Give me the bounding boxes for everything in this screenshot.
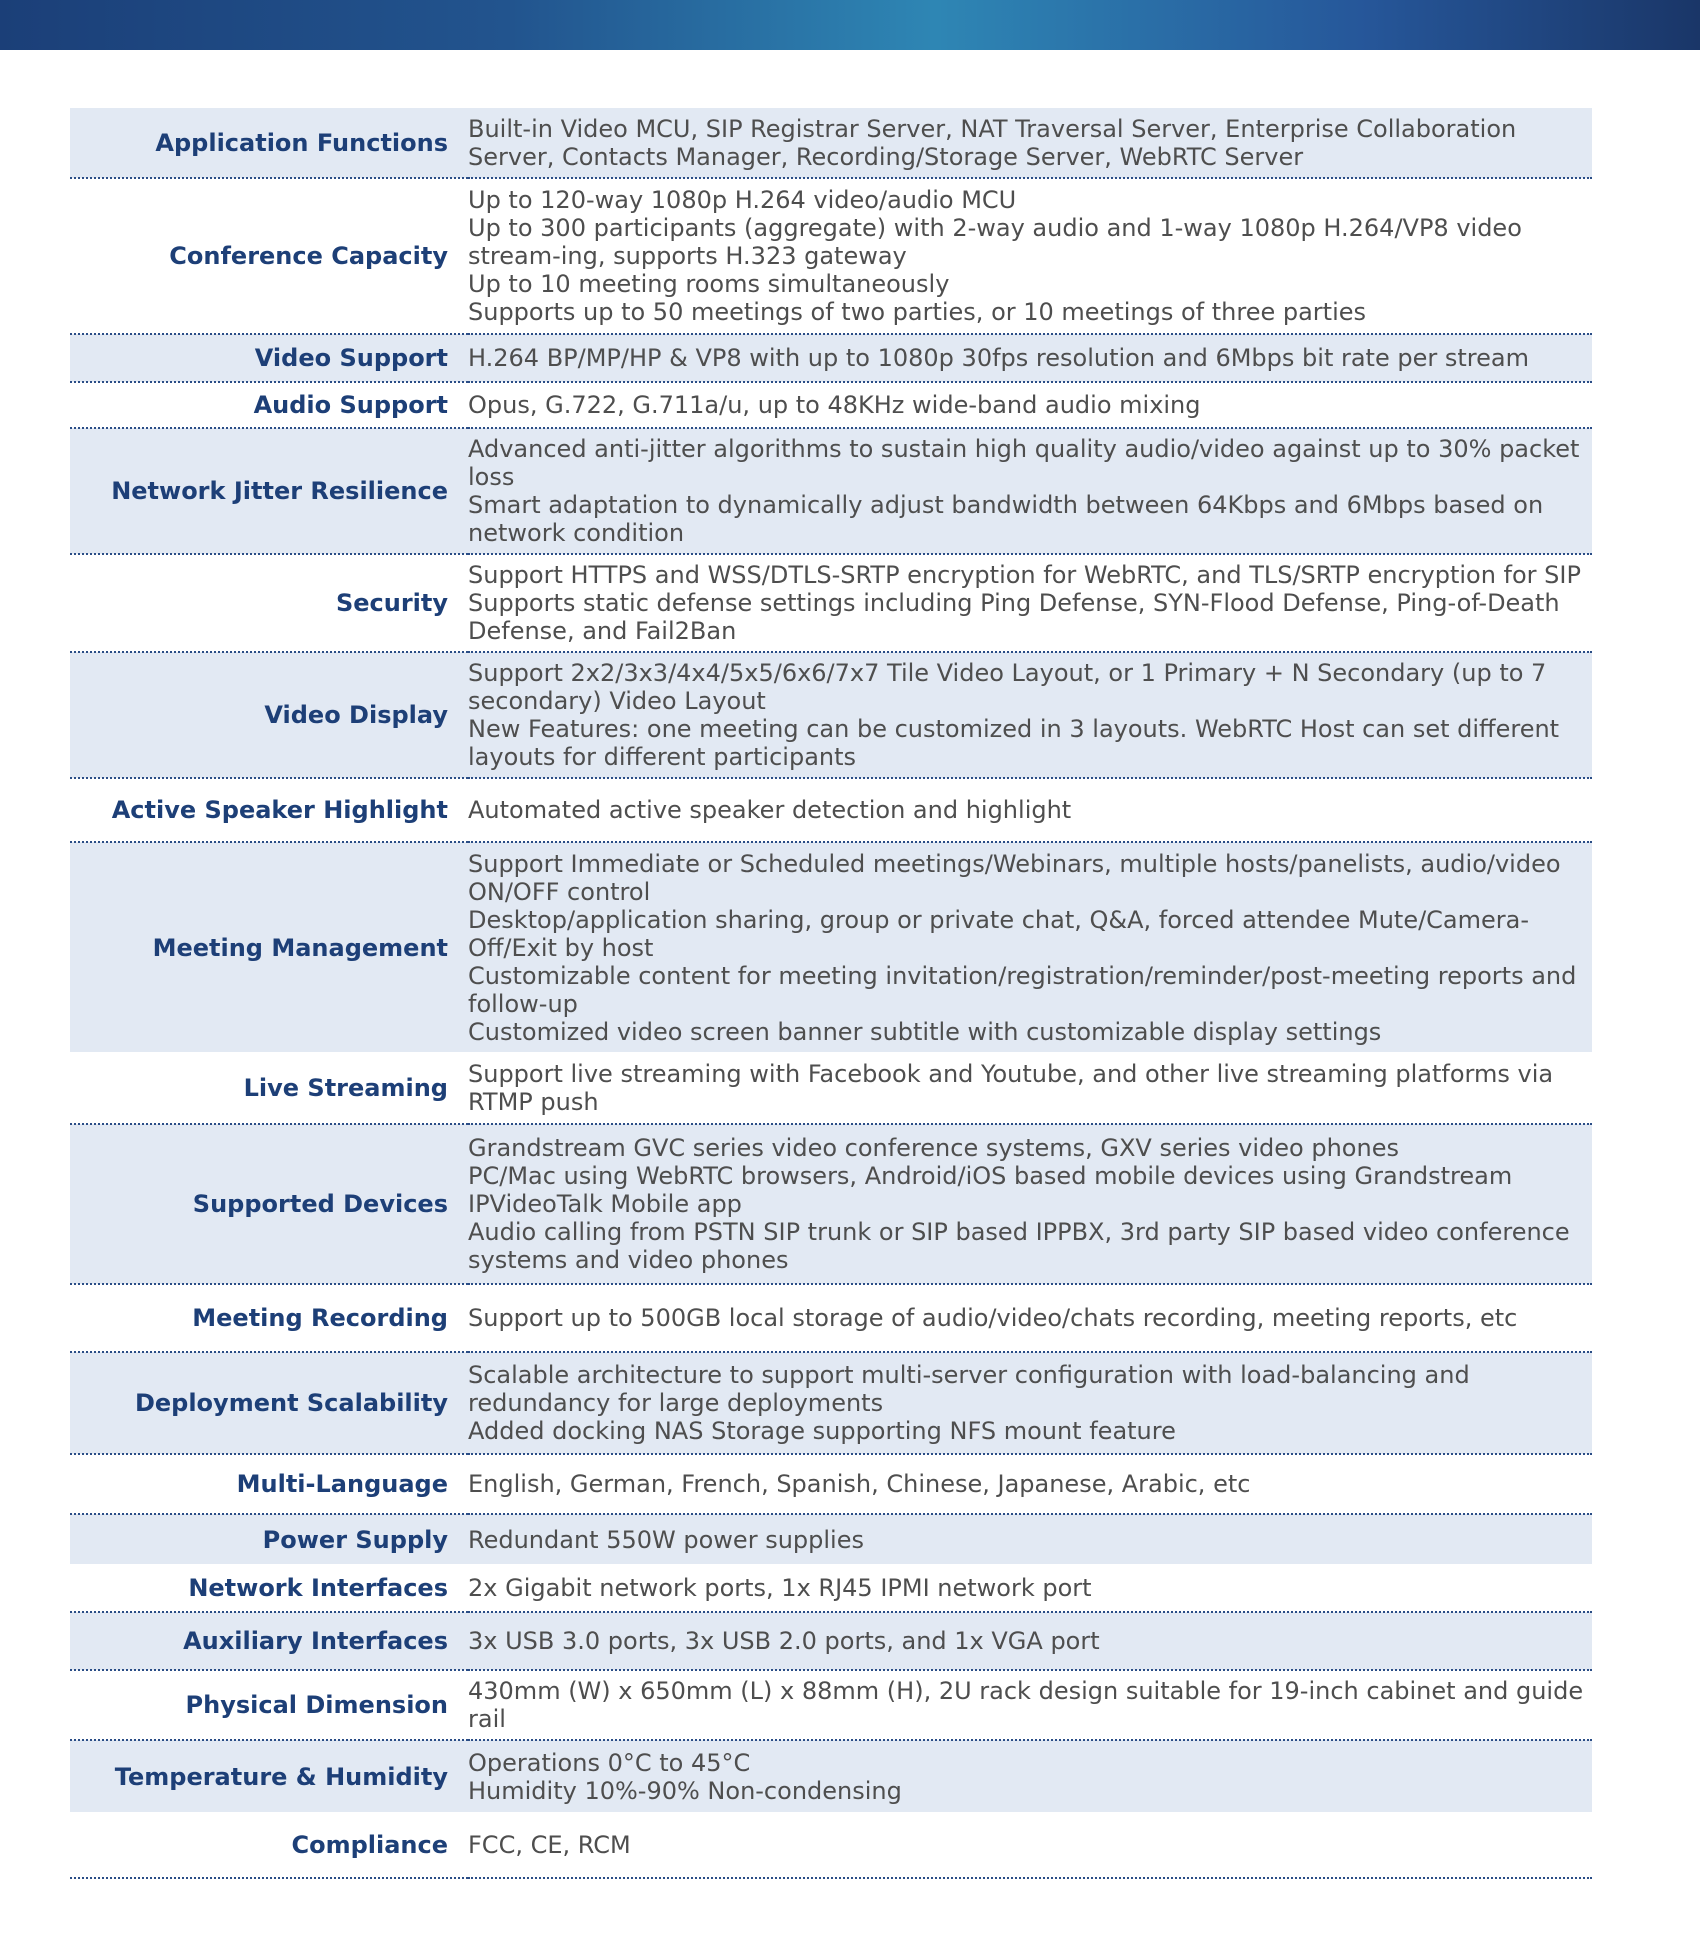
spec-row-network-interfaces: [70, 1564, 1592, 1612]
spec-value: [468, 1612, 1592, 1670]
spec-row-temperature-and-humidity: [70, 1740, 1592, 1812]
spec-value: [468, 334, 1592, 382]
spec-value-line: English, German, French, Spanish, Chinese, Japanese, Arabic, etc: [468, 1470, 1251, 1498]
spec-value: [468, 178, 1592, 334]
spec-value-line: Added docking NAS Storage supporting NFS mount feature: [468, 1417, 1176, 1445]
spec-value: [468, 554, 1592, 652]
spec-value-line: Redundant 550W power supplies: [468, 1525, 864, 1554]
spec-row-compliance: [70, 1812, 1592, 1878]
spec-label: Temperature & Humidity: [70, 1740, 468, 1812]
spec-value-line: Support live streaming with Facebook and Youtube, and other live streaming platforms via RTMP push: [468, 1059, 1554, 1116]
spec-row-power-supply: [70, 1514, 1592, 1564]
spec-row-auxiliary-interfaces: [70, 1612, 1592, 1670]
spec-row-video-display: [70, 652, 1592, 778]
spec-row-network-jitter-resilience: [70, 428, 1592, 554]
spec-label: Video Support: [70, 334, 468, 382]
spec-value-line: Support 2x2/3x3/4x4/5x5/6x6/7x7 Tile Video Layout, or 1 Primary + N Secondary (up to 7 secondary) Video Layout: [468, 659, 1547, 715]
spec-value-line: Up to 10 meeting rooms simultaneously: [468, 270, 950, 298]
spec-value-line: Advanced anti-jitter algorithms to sustain high quality audio/video against up to 30% packet loss: [468, 435, 1580, 491]
spec-value: [468, 1564, 1592, 1612]
spec-value: [468, 428, 1592, 554]
spec-row-meeting-management: [70, 842, 1592, 1052]
spec-value: [468, 1740, 1592, 1812]
spec-value-line: Operations 0°C to 45°C: [468, 1748, 751, 1777]
spec-value-line: Support up to 500GB local storage of audio/video/chats recording, meeting reports, etc: [468, 1304, 1518, 1332]
spec-label: Security: [70, 554, 468, 652]
spec-row-application-functions: [70, 108, 1592, 178]
spec-table: [70, 108, 1592, 1879]
spec-label: Live Streaming: [70, 1052, 468, 1124]
spec-value: [468, 1052, 1592, 1124]
spec-value-line: Supports static defense settings including Ping Defense, SYN-Flood Defense, Ping-of-Death Defense, and Fail2Ban: [468, 589, 1560, 645]
spec-row-audio-support: [70, 382, 1592, 428]
spec-value-line: Up to 300 participants (aggregate) with 2-way audio and 1-way 1080p H.264/VP8 video stream-ing, supports H.323 gateway: [468, 214, 1522, 270]
spec-value-line: Built-in Video MCU, SIP Registrar Server, NAT Traversal Server, Enterprise Collaboration Server, Contacts Manager, Recording/Storage Server, WebRTC Server: [468, 114, 1517, 171]
spec-row-physical-dimension: [70, 1670, 1592, 1740]
spec-value-line: Automated active speaker detection and highlight: [468, 796, 1072, 824]
spec-value-line: Support Immediate or Scheduled meetings/Webinars, multiple hosts/panelists, audio/video ON/OFF control: [468, 849, 1561, 906]
spec-value-line: FCC, CE, RCM: [468, 1830, 631, 1859]
spec-value: [468, 1670, 1592, 1740]
spec-value-line: Smart adaptation to dynamically adjust bandwidth between 64Kbps and 6Mbps based on network condition: [468, 491, 1544, 547]
spec-label: Deployment Scalability: [70, 1352, 468, 1454]
spec-label: Network Jitter Resilience: [70, 428, 468, 554]
spec-value-line: New Features: one meeting can be customized in 3 layouts. WebRTC Host can set different layouts for different participants: [468, 715, 1560, 771]
spec-label: Supported Devices: [70, 1124, 468, 1284]
spec-label: Video Display: [70, 652, 468, 778]
spec-row-conference-capacity: [70, 178, 1592, 334]
spec-value: [468, 778, 1592, 842]
spec-row-security: [70, 554, 1592, 652]
spec-value-line: Supports up to 50 meetings of two parties, or 10 meetings of three parties: [468, 298, 1367, 326]
spec-row-video-support: [70, 334, 1592, 382]
spec-value: [468, 1352, 1592, 1454]
spec-label: Multi-Language: [70, 1454, 468, 1514]
spec-value-line: 3x USB 3.0 ports, 3x USB 2.0 ports, and 1x VGA port: [468, 1627, 1100, 1655]
spec-value: [468, 652, 1592, 778]
spec-value-line: Support HTTPS and WSS/DTLS-SRTP encryption for WebRTC, and TLS/SRTP encryption for SIP: [468, 561, 1581, 589]
spec-value: [468, 1514, 1592, 1564]
spec-value: [468, 1284, 1592, 1352]
spec-value-line: Opus, G.722, G.711a/u, up to 48KHz wide-band audio mixing: [468, 391, 1201, 419]
spec-label: Compliance: [70, 1812, 468, 1878]
spec-value-line: Up to 120-way 1080p H.264 video/audio MCU: [468, 186, 1017, 214]
spec-value-line: Customizable content for meeting invitation/registration/reminder/post-meeting reports and follow-up: [468, 961, 1577, 1018]
spec-label: Meeting Recording: [70, 1284, 468, 1352]
spec-row-supported-devices: [70, 1124, 1592, 1284]
spec-value-line: 430mm (W) x 650mm (L) x 88mm (H), 2U rack design suitable for 19-inch cabinet and guide rail: [468, 1677, 1584, 1733]
spec-value-line: Desktop/application sharing, group or private chat, Q&A, forced attendee Mute/Camera-Off/Exit by host: [468, 905, 1530, 962]
spec-label: Network Interfaces: [70, 1564, 468, 1612]
spec-table-body: [70, 108, 1592, 1878]
spec-label: Power Supply: [70, 1514, 468, 1564]
spec-value-line: Humidity 10%-90% Non-condensing: [468, 1776, 902, 1805]
spec-row-meeting-recording: [70, 1284, 1592, 1352]
spec-row-deployment-scalability: [70, 1352, 1592, 1454]
spec-value-line: H.264 BP/MP/HP & VP8 with up to 1080p 30fps resolution and 6Mbps bit rate per stream: [468, 344, 1529, 372]
spec-label: Conference Capacity: [70, 178, 468, 334]
top-banner: [0, 0, 1700, 50]
spec-value-line: PC/Mac using WebRTC browsers, Android/iOS based mobile devices using Grandstream IPVideoTalk Mobile app: [468, 1162, 1513, 1218]
spec-value-line: Scalable architecture to support multi-server configuration with load-balancing and redundancy for large deployments: [468, 1361, 1470, 1417]
spec-label: Auxiliary Interfaces: [70, 1612, 468, 1670]
spec-value: [468, 108, 1592, 178]
spec-row-multi-language: [70, 1454, 1592, 1514]
spec-label: Physical Dimension: [70, 1670, 468, 1740]
spec-value-line: Customized video screen banner subtitle with customizable display settings: [468, 1017, 1382, 1046]
spec-label: Application Functions: [70, 108, 468, 178]
spec-label: Audio Support: [70, 382, 468, 428]
spec-value-line: Grandstream GVC series video conference systems, GXV series video phones: [468, 1134, 1399, 1162]
spec-value: [468, 382, 1592, 428]
spec-value: [468, 1454, 1592, 1514]
spec-value: [468, 842, 1592, 1052]
spec-value: [468, 1124, 1592, 1284]
spec-value-line: Audio calling from PSTN SIP trunk or SIP based IPPBX, 3rd party SIP based video conference systems and video phones: [468, 1218, 1570, 1274]
spec-row-active-speaker-highlight: [70, 778, 1592, 842]
spec-value-line: 2x Gigabit network ports, 1x RJ45 IPMI network port: [468, 1573, 1092, 1602]
spec-value: [468, 1812, 1592, 1878]
spec-label: Active Speaker Highlight: [70, 778, 468, 842]
spec-row-live-streaming: [70, 1052, 1592, 1124]
spec-label: Meeting Management: [70, 842, 468, 1052]
